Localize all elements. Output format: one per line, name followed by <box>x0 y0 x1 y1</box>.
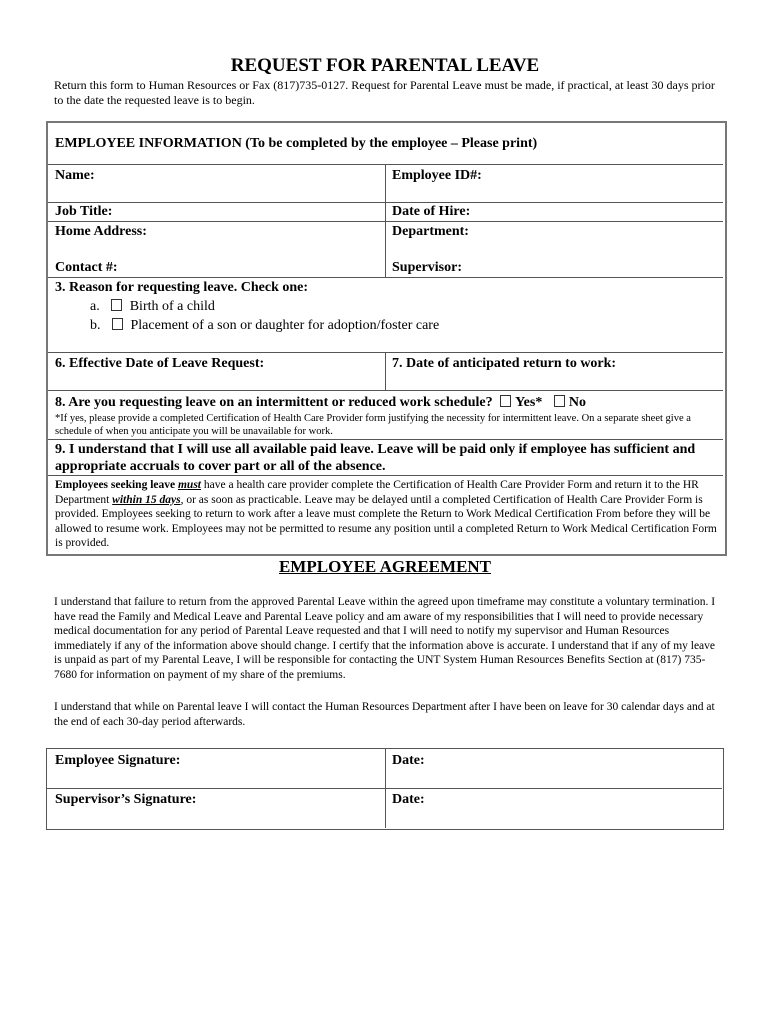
date-of-hire-field[interactable]: Date of Hire: <box>392 204 471 219</box>
intermittent-question <box>55 395 586 411</box>
employee-info-header: EMPLOYEE INFORMATION (To be completed by the employee – Please print) <box>55 136 538 151</box>
supervisor-field[interactable]: Supervisor: <box>392 260 462 275</box>
agreement-paragraph-2: I understand that while on Parental leave I will contact the Human Resources Department after I have been on leave for 30 calendar days and at the end of each 30-day period afterwards. <box>54 701 715 728</box>
checkbox-icon[interactable] <box>554 395 565 407</box>
reason-option-adoption[interactable] <box>90 318 439 334</box>
reason-option-birth[interactable] <box>90 299 215 315</box>
employee-date-field[interactable]: Date: <box>392 753 425 768</box>
checkbox-icon[interactable] <box>500 395 511 407</box>
supervisor-date-field[interactable]: Date: <box>392 792 425 807</box>
column-divider <box>385 352 386 390</box>
certification-within: within 15 days <box>112 493 181 506</box>
certification-lead: Employees seeking leave <box>55 479 176 491</box>
name-field[interactable]: Name: <box>55 168 95 183</box>
return-date-field[interactable]: 7. Date of anticipated return to work: <box>392 356 617 371</box>
reason-heading: 3. Reason for requesting leave. Check one: <box>55 280 309 295</box>
option-label: Placement of a son or daughter for adoption/foster care <box>130 318 440 333</box>
no-option[interactable]: No <box>568 395 586 410</box>
rule <box>48 390 723 391</box>
option-letter: a. <box>90 299 100 314</box>
intermittent-question-text: 8. Are you requesting leave on an intermittent or reduced work schedule? <box>55 395 493 410</box>
home-address-field[interactable]: Home Address: <box>55 224 147 239</box>
rule <box>48 439 723 440</box>
option-letter: b. <box>90 318 101 333</box>
agreement-title <box>0 557 770 577</box>
department-field[interactable]: Department: <box>392 224 469 239</box>
rule <box>48 277 723 278</box>
intermittent-note: *If yes, please provide a completed Certification of Health Care Provider form justifying the necessity for intermittent leave. On a separate sheet give a schedule of when you anticipate you will be unavailable for work. <box>55 413 691 437</box>
yes-option[interactable]: Yes* <box>515 395 543 410</box>
job-title-field[interactable]: Job Title: <box>55 204 113 219</box>
option-label: Birth of a child <box>129 299 215 314</box>
paid-leave-statement: 9. I understand that I will use all available paid leave. Leave will be paid only if employee has sufficient and appropriate accruals to cover part or all of the absence. <box>55 442 696 474</box>
rule <box>48 475 723 476</box>
page-title: REQUEST FOR PARENTAL LEAVE <box>230 55 540 76</box>
column-divider <box>385 164 386 277</box>
checkbox-icon[interactable] <box>111 299 122 311</box>
column-divider <box>385 748 386 828</box>
effective-date-field[interactable]: 6. Effective Date of Leave Request: <box>55 356 265 371</box>
checkbox-icon[interactable] <box>112 318 123 330</box>
certification-part1: have a health care provider complete the Certification of Health Care Provider Form and return it to the HR Department <box>55 479 699 506</box>
intro-text: Return this form to Human Resources or Fax (817)735-0127. Request for Parental Leave must be made, if practical, at least 30 days prior to the date the requested leave is to begin. <box>54 78 715 107</box>
contact-field[interactable]: Contact #: <box>55 260 118 275</box>
certification-paragraph <box>55 478 719 551</box>
employee-signature-field[interactable]: Employee Signature: <box>55 753 181 768</box>
certification-part2: , or as soon as practicable. Leave may be delayed until a completed Certification of Health Care Provider Form is provided. Employees seeking to return to work after a leave must complete the Return to Work Medical Certification From before they will be allowed to resume work. Employees may not be permitted to resume any position until a completed Return to Work Medical Certification Form is provided. <box>55 493 717 549</box>
employee-id-field[interactable]: Employee ID#: <box>392 168 482 183</box>
certification-must: must <box>177 479 201 491</box>
supervisor-signature-field[interactable]: Supervisor’s Signature: <box>55 792 197 807</box>
agreement-paragraph-1: I understand that failure to return from the approved Parental Leave within the agreed upon timeframe may constitute a voluntary termination. I have read the Family and Medical Leave and Parental Leave policy and am aware of my responsibilities that I will need to provide necessary medical documentation for any period of Parental Leave requested and that I will need to notify my supervisor and Human Resources immediately if any of the information above should change. I certify that the information above is accurate. I understand that if any of my leave is unpaid as part of my Parental Leave, I will be responsible for contacting the UNT System Human Resources Benefits Section at (817) 735-7680 for information on payment of my share of the premiums. <box>54 596 716 681</box>
agreement-title-text: EMPLOYEE AGREEMENT <box>278 557 492 576</box>
